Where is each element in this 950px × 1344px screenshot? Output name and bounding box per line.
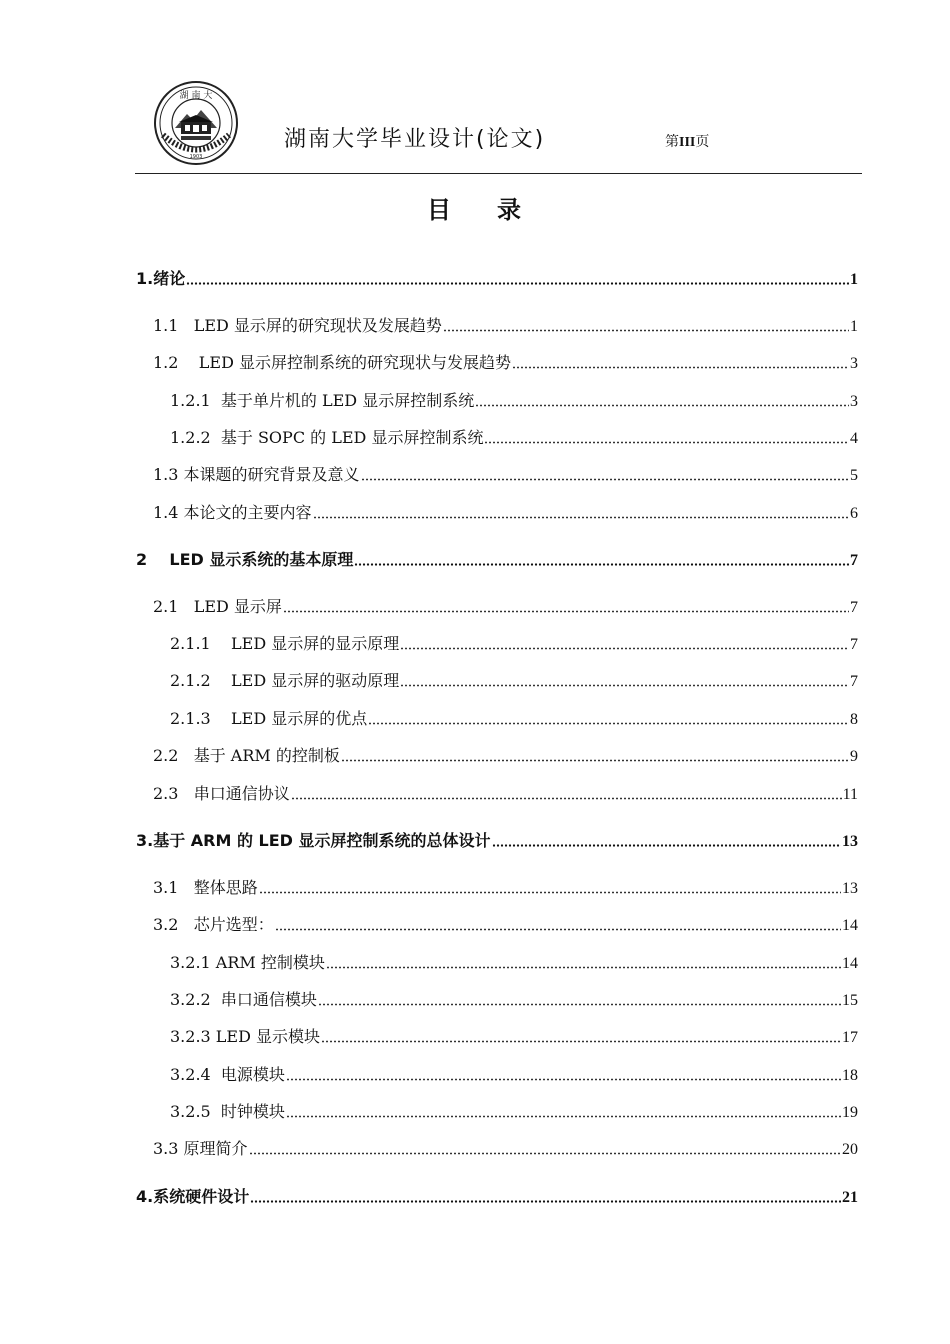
- toc-entry-label: 2 LED 显示系统的基本原理: [136, 550, 354, 569]
- toc-entry-label: 2.3 串口通信协议: [153, 784, 290, 803]
- toc-entry-label: 1.2.1 基于单片机的 LED 显示屏控制系统: [170, 391, 475, 410]
- toc-entry[interactable]: [170, 988, 858, 1012]
- toc-dot-leader: [484, 440, 849, 444]
- toc-entry-page: 4: [850, 430, 858, 447]
- toc-entry-page: 9: [850, 748, 858, 765]
- toc-entry-page: 7: [850, 636, 858, 653]
- toc-entry-label: 2.1.2 LED 显示屏的驱动原理: [170, 671, 400, 690]
- toc-dot-leader: [286, 1114, 841, 1118]
- toc-entry-page: 7: [850, 599, 858, 616]
- toc-dot-leader: [249, 1151, 841, 1155]
- toc-dot-leader: [250, 1199, 841, 1203]
- toc-entry-page: 7: [850, 552, 858, 569]
- toc-entry-page: 6: [850, 505, 858, 522]
- svg-text:1903: 1903: [189, 154, 203, 160]
- toc-entry[interactable]: [153, 351, 858, 375]
- toc-dot-leader: [259, 890, 841, 894]
- toc-heading-left: 目: [427, 196, 453, 224]
- toc-entry[interactable]: [170, 1100, 858, 1124]
- toc-entry-page: 1: [850, 271, 858, 288]
- toc-entry-label: 1.绪论: [136, 269, 186, 288]
- toc-entry-label: 1.2.2 基于 SOPC 的 LED 显示屏控制系统: [170, 428, 484, 447]
- toc-entry-page: 3: [850, 393, 858, 410]
- toc-entry-label: 3.2.5 时钟模块: [170, 1102, 285, 1121]
- page-roman: III: [679, 135, 696, 150]
- toc-entry[interactable]: [170, 707, 858, 731]
- toc-dot-leader: [283, 609, 849, 613]
- toc-entry-label: 2.1.3 LED 显示屏的优点: [170, 709, 368, 728]
- toc-entry-page: 19: [842, 1104, 858, 1121]
- toc-entry-label: 4.系统硬件设计: [136, 1187, 250, 1206]
- toc-dot-leader: [186, 281, 849, 285]
- toc-entry[interactable]: [136, 548, 858, 572]
- toc-entry[interactable]: [170, 426, 858, 450]
- toc-entry-label: 3.2 芯片选型：: [153, 915, 274, 934]
- toc-entry[interactable]: [170, 951, 858, 975]
- toc-entry-page: 14: [842, 917, 858, 934]
- toc-entry-label: 2.2 基于 ARM 的控制板: [153, 746, 340, 765]
- toc-entry[interactable]: [153, 782, 858, 806]
- toc-entry[interactable]: [153, 744, 858, 768]
- toc-entry-label: 1.3 本课题的研究背景及意义: [153, 465, 360, 484]
- toc-entry-page: 20: [842, 1141, 858, 1158]
- toc-entry-label: 3.2.1 ARM 控制模块: [170, 953, 325, 972]
- toc-dot-leader: [321, 1039, 841, 1043]
- toc-dot-leader: [326, 965, 841, 969]
- toc-dot-leader: [313, 515, 849, 519]
- toc-entry-page: 5: [850, 467, 858, 484]
- toc-entry-page: 21: [842, 1189, 858, 1206]
- toc-entry[interactable]: [170, 669, 858, 693]
- toc-entry-page: 7: [850, 673, 858, 690]
- toc-entry[interactable]: [136, 1185, 858, 1209]
- toc-dot-leader: [286, 1077, 841, 1081]
- toc-entry-label: 2.1 LED 显示屏: [153, 597, 282, 616]
- toc-entry[interactable]: [153, 1137, 858, 1161]
- toc-entry-page: 13: [842, 880, 858, 897]
- toc-heading-right: 录: [497, 196, 523, 224]
- toc-entry-label: 1.2 LED 显示屏控制系统的研究现状与发展趋势: [153, 353, 512, 372]
- toc-entry-page: 18: [842, 1067, 858, 1084]
- toc-dot-leader: [492, 843, 841, 847]
- toc-entry-page: 1: [850, 318, 858, 335]
- toc-entry-label: 3.基于 ARM 的 LED 显示屏控制系统的总体设计: [136, 831, 491, 850]
- toc-dot-leader: [512, 365, 849, 369]
- toc-dot-leader: [400, 683, 849, 687]
- toc-entry-label: 1.1 LED 显示屏的研究现状及发展趋势: [153, 316, 442, 335]
- toc-entry-page: 17: [842, 1029, 858, 1046]
- toc-dot-leader: [341, 758, 849, 762]
- toc-entry[interactable]: [170, 389, 858, 413]
- toc-entry-label: 3.3 原理简介: [153, 1139, 248, 1158]
- toc-dot-leader: [475, 403, 849, 407]
- toc-entry-label: 3.2.2 串口通信模块: [170, 990, 317, 1009]
- toc-entry[interactable]: [153, 913, 858, 937]
- toc-entry[interactable]: [153, 314, 858, 338]
- toc-entry-page: 13: [842, 833, 858, 850]
- toc-entry-page: 14: [842, 955, 858, 972]
- toc-dot-leader: [443, 328, 849, 332]
- toc-entry[interactable]: [136, 829, 858, 853]
- toc-entry[interactable]: [153, 501, 858, 525]
- toc-entry[interactable]: [153, 876, 858, 900]
- toc-entry-page: 3: [850, 355, 858, 372]
- page-prefix: 第: [665, 134, 679, 150]
- toc-dot-leader: [354, 562, 849, 566]
- toc-dot-leader: [361, 477, 849, 481]
- document-header-title: 湖南大学毕业设计(论文): [284, 127, 546, 152]
- toc-entry-page: 11: [842, 786, 858, 803]
- toc-entry-label: 3.2.4 电源模块: [170, 1065, 285, 1084]
- toc-entry[interactable]: [170, 1025, 858, 1049]
- toc-entry-page: 8: [850, 711, 858, 728]
- toc-entry-label: 3.1 整体思路: [153, 878, 258, 897]
- toc-entry-label: 2.1.1 LED 显示屏的显示原理: [170, 634, 400, 653]
- toc-entry-page: 15: [842, 992, 858, 1009]
- toc-dot-leader: [368, 721, 849, 725]
- toc-entry[interactable]: [170, 632, 858, 656]
- toc-entry-label: 3.2.3 LED 显示模块: [170, 1027, 321, 1046]
- toc-entry[interactable]: [170, 1063, 858, 1087]
- toc-entry[interactable]: [153, 595, 858, 619]
- toc-entry[interactable]: [136, 267, 858, 291]
- toc-dot-leader: [291, 796, 842, 800]
- toc-dot-leader: [318, 1002, 841, 1006]
- toc-entry[interactable]: [153, 463, 858, 487]
- toc-dot-leader: [400, 646, 849, 650]
- svg-text:湖 南 大: 湖 南 大: [179, 91, 213, 101]
- toc-entry-label: 1.4 本论文的主要内容: [153, 503, 312, 522]
- page-suffix: 页: [695, 134, 710, 150]
- toc-dot-leader: [275, 927, 841, 931]
